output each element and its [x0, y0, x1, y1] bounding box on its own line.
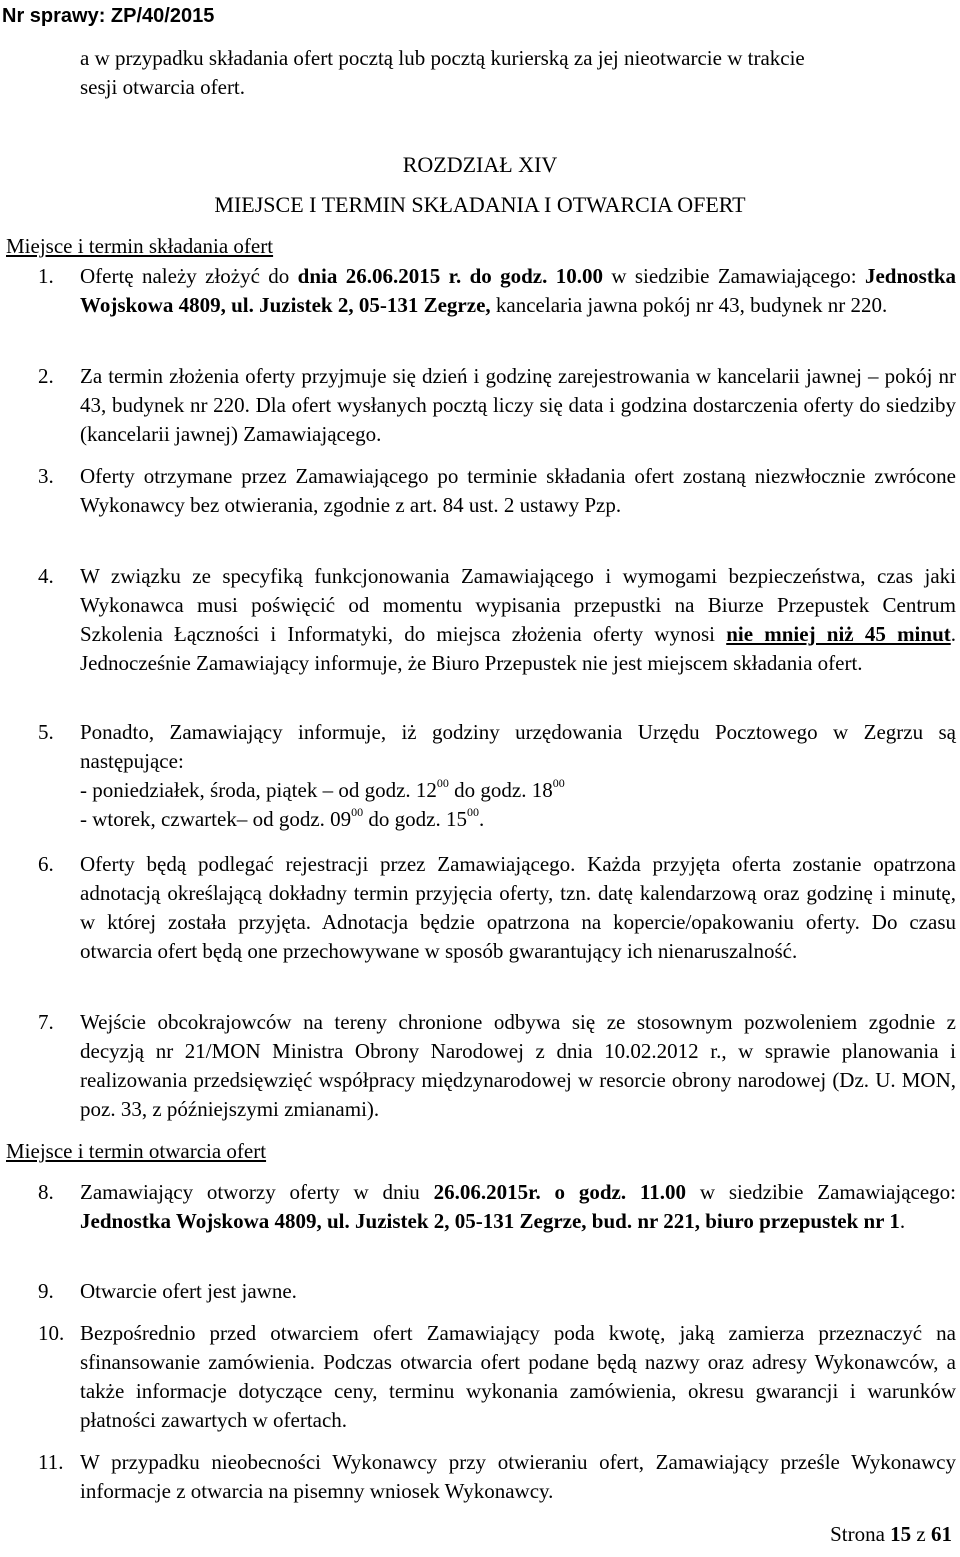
intro-paragraph [80, 44, 956, 102]
list-item-5 [38, 718, 956, 834]
item-text-part: w siedzibie Zamawiającego: [602, 264, 865, 288]
item-text-part: . [899, 1209, 906, 1233]
item-number: 10. [38, 1321, 65, 1345]
list-item-1 [38, 262, 956, 320]
time-emphasis: nie mniej niż 45 minut [726, 622, 951, 646]
item-text: Za termin złożenia oferty przyjmuje się dzień i godzinę zarejestrowania w kancelarii jawnej – pokój nr 43, budynek nr 220. Dla ofert wysłanych pocztą liczy się data i godzina dostarczenia oferty do siedziby (kancelarii jawnej) Zamawiającego. [80, 364, 956, 446]
item-text [80, 562, 956, 678]
opening-date-bold: 26.06.2015r. o godz. 11.00 [433, 1180, 687, 1204]
intro-line-1: a w przypadku składania ofert pocztą lub pocztą kurierską za jej nieotwarcie w trakcie [80, 46, 805, 70]
item-text-part: . Jednocześnie Zamawiający informuje, że Biuro Przepustek nie jest miejscem składania ofert. [80, 622, 956, 675]
hours-text: . [478, 807, 485, 831]
list-item-11 [38, 1448, 956, 1506]
case-number: Nr sprawy: ZP/40/2015 [2, 5, 215, 27]
item-text: W przypadku nieobecności Wykonawcy przy otwieraniu ofert, Zamawiający prześle Wykonawcy informacje z otwarcia na pisemny wniosek Wykonawcy. [80, 1450, 956, 1503]
hours-text: - poniedziałek, środa, piątek – od godz. 12 [80, 778, 437, 802]
chapter-title: MIEJSCE I TERMIN SKŁADANIA I OTWARCIA OFERT [214, 192, 746, 217]
item-text-part: Zamawiający otworzy oferty w dniu [80, 1180, 434, 1204]
list-item-8 [38, 1178, 956, 1236]
item-number: 8. [38, 1180, 54, 1204]
footer-separator: z [916, 1522, 926, 1546]
item-number: 5. [38, 720, 54, 744]
item-text: Oferty będą podlegać rejestracji przez Zamawiającego. Każda przyjęta oferta zostanie opatrzona adnotacją określającą dokładny termin przyjęcia oferty, tzn. datę kalendarzową oraz godzinę i minutę, w której została przyjęta. Adnotacja będzie opatrzona na kopercie/opakowaniu oferty. Do czasu otwarcia ofert będą one przechowywane w sposób gwarantujący ich nienaruszalność. [80, 852, 956, 963]
item-text [80, 262, 956, 320]
address-bold: Jednostka Wojskowa 4809, ul. Juzistek 2, 05-131 Zegrze, [80, 264, 956, 317]
item-text: Oferty otrzymane przez Zamawiającego po terminie składania ofert zostaną niezwłocznie zwrócone Wykonawcy bez otwierania, zgodnie z art. 84 ust. 2 ustawy Pzp. [80, 464, 956, 517]
item-text-part: W związku ze specyfiką funkcjonowania Zamawiającego i wymogami bezpieczeństwa, czas jaki Wykonawca musi poświęcić od momentu wypisania przepustki na Biurze Przepustek Centrum Szkolenia Łączności i Informatyki, do miejsca złożenia oferty wynosi [80, 564, 956, 646]
chapter-number: ROZDZIAŁ XIV [402, 152, 558, 177]
item-text: Bezpośrednio przed otwarciem ofert Zamawiający poda kwotę, jaką zamierza przeznaczyć na sfinansowanie zamówienia. Podczas otwarcia ofert podane będą nazwy oraz adresy Wykonawców, a także informacje dotyczące ceny, terminu wykonania zamówienia, okresu gwarancji i warunków płatności zawartych w ofertach. [80, 1321, 956, 1432]
list-item-2 [38, 362, 956, 449]
footer-label: Strona [830, 1522, 885, 1546]
hours-text: do godz. 18 [448, 778, 553, 802]
list-item-6 [38, 850, 956, 966]
hours-text: - wtorek, czwartek– od godz. 09 [80, 807, 352, 831]
current-page: 15 [890, 1522, 912, 1546]
item-number: 4. [38, 564, 54, 588]
deadline-bold: dnia 26.06.2015 r. do godz. 10.00 [297, 264, 603, 288]
item-number: 2. [38, 364, 54, 388]
item-number: 7. [38, 1010, 54, 1034]
page-number-footer [830, 1520, 952, 1549]
list-item-3 [38, 462, 956, 520]
hours-sup: 00 [436, 776, 449, 790]
hours-line-1 [80, 776, 956, 805]
list-item-7 [38, 1008, 956, 1124]
item-text-part: w siedzibie Zamawiającego: [686, 1180, 957, 1204]
list-item-9 [38, 1277, 956, 1306]
section-heading-opening: Miejsce i termin otwarcia ofert [6, 1139, 267, 1163]
address-bold: Jednostka Wojskowa 4809, ul. Juzistek 2, 05-131 Zegrze, bud. nr 221, biuro przepustek nr 1 [80, 1209, 900, 1233]
item-text-part: kancelaria jawna pokój nr 43, budynek nr 220. [490, 293, 888, 317]
item-number: 3. [38, 464, 54, 488]
item-text [80, 1178, 956, 1236]
total-pages: 61 [931, 1522, 952, 1546]
item-number: 6. [38, 852, 54, 876]
hours-sup: 00 [552, 776, 565, 790]
item-number: 1. [38, 264, 54, 288]
item-text: Otwarcie ofert jest jawne. [80, 1279, 297, 1303]
hours-text: do godz. 15 [363, 807, 467, 831]
section-heading-submission: Miejsce i termin składania ofert [6, 234, 274, 258]
hours-sup: 00 [351, 805, 364, 819]
item-number: 9. [38, 1279, 54, 1303]
hours-sup: 00 [466, 805, 479, 819]
list-item-10 [38, 1319, 956, 1435]
intro-line-2: sesji otwarcia ofert. [80, 75, 246, 99]
hours-line-2 [80, 805, 956, 834]
item-text: Ponadto, Zamawiający informuje, iż godziny urzędowania Urzędu Pocztowego w Zegrzu są następujące: [80, 720, 956, 773]
item-number: 11. [38, 1450, 64, 1474]
list-item-4 [38, 562, 956, 678]
item-text: Wejście obcokrajowców na tereny chronione odbywa się ze stosownym pozwoleniem zgodnie z decyzją nr 21/MON Ministra Obrony Narodowej z dnia 10.02.2012 r., w sprawie planowania i realizowania przedsięwzięć współpracy międzynarodowej w resorcie obrony narodowej (Dz. U. MON, poz. 33, z późniejszymi zmianami). [80, 1010, 956, 1121]
item-text-part: Ofertę należy złożyć do [80, 264, 298, 288]
